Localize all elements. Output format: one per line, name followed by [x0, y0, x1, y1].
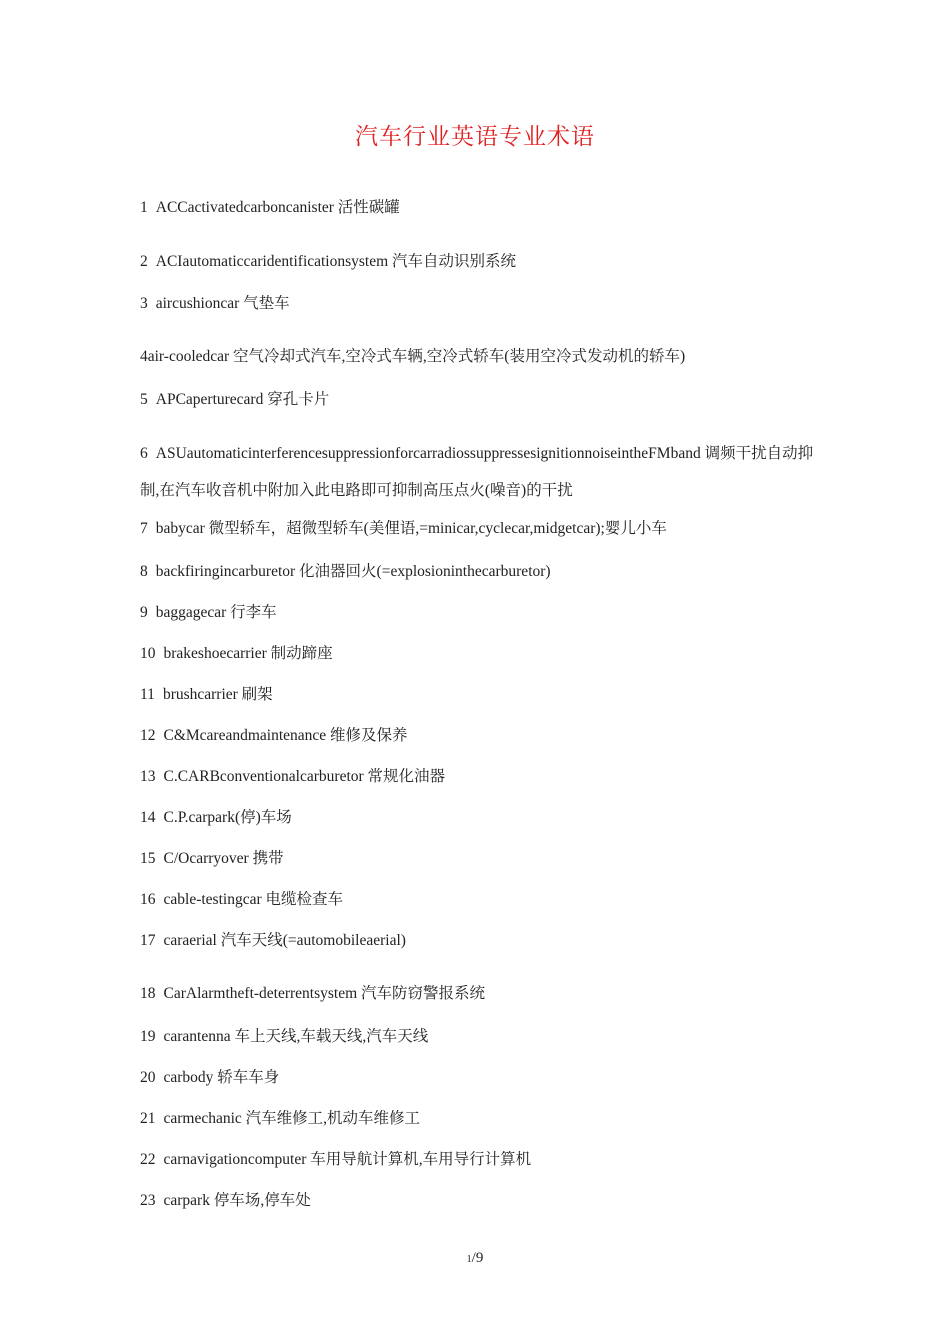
- entry-number: 17: [140, 932, 156, 949]
- entry-text: carpark 停车场,停车处: [163, 1192, 311, 1209]
- entry-number: 16: [140, 891, 156, 908]
- entry-text: ACCactivatedcarboncanister 活性碳罐: [155, 199, 400, 216]
- list-item: [140, 984, 485, 1004]
- page-title: 汽车行业英语专业术语: [355, 124, 595, 149]
- entry-number: 13: [140, 768, 156, 785]
- entry-text: ASUautomaticinterferencesuppressionforcarradiossuppressesignitionnoiseintheFMband 调频干扰自动抑制,在汽车收音机中附加入此电路即可抑制高压点火(噪音)的干扰: [140, 445, 814, 499]
- entry-text: CarAlarmtheft-deterrentsystem 汽车防窃警报系统: [163, 985, 486, 1002]
- entry-text: APCaperturecard 穿孔卡片: [155, 391, 330, 408]
- entry-number: 3: [140, 295, 148, 312]
- entry-text: C.CARBconventionalcarburetor 常规化油器: [163, 768, 446, 785]
- entry-number: 11: [140, 686, 155, 703]
- list-item: [140, 1150, 531, 1170]
- entry-number: 14: [140, 809, 156, 826]
- entry-text: brushcarrier 刷架: [162, 686, 273, 703]
- entry-number: 2: [140, 253, 148, 270]
- list-item: [140, 198, 400, 218]
- entry-text: baggagecar 行李车: [155, 604, 277, 621]
- list-item: [140, 603, 277, 623]
- entry-text: carnavigationcomputer 车用导航计算机,车用导行计算机: [163, 1151, 532, 1168]
- list-item: [140, 726, 408, 746]
- entry-text: C.P.carpark(停)车场: [163, 809, 292, 826]
- entry-number: 15: [140, 850, 156, 867]
- entry-number: 5: [140, 391, 148, 408]
- entry-text: babycar 微型轿车，超微型轿车(美俚语,=minicar,cyclecar,midgetcar);婴儿小车: [155, 520, 667, 537]
- list-item: [140, 767, 445, 787]
- list-item: [140, 890, 343, 910]
- list-item: [140, 1109, 420, 1129]
- entry-text: carmechanic 汽车维修工,机动车维修工: [163, 1110, 421, 1127]
- entry-text: ACIautomaticcaridentificationsystem 汽车自动识别系统: [155, 253, 517, 270]
- entry-text: C/Ocarryover 携带: [163, 850, 284, 867]
- entry-text: carbody 轿车车身: [163, 1069, 280, 1086]
- entry-text: brakeshoecarrier 制动蹄座: [163, 645, 333, 662]
- entry-number: 23: [140, 1192, 156, 1209]
- entry-text: carantenna 车上天线,车载天线,汽车天线: [163, 1028, 429, 1045]
- page-number-total: /9: [471, 1250, 484, 1266]
- entry-number: 4: [140, 348, 148, 365]
- list-item: [140, 808, 292, 828]
- list-item: [140, 347, 685, 367]
- list-item: [140, 1027, 428, 1047]
- entry-text: backfiringincarburetor 化油器回火(=explosioninthecarburetor): [155, 563, 551, 580]
- list-item: [140, 685, 273, 705]
- entry-number: 21: [140, 1110, 156, 1127]
- list-item: [140, 849, 284, 869]
- entry-number: 19: [140, 1028, 156, 1045]
- list-item: [140, 519, 667, 539]
- entry-number: 6: [140, 445, 148, 462]
- entry-number: 9: [140, 604, 148, 621]
- list-item: [140, 294, 290, 314]
- entry-number: 8: [140, 563, 148, 580]
- entry-text: air-cooledcar 空气冷却式汽车,空冷式车辆,空冷式轿车(装用空冷式发动机的轿车): [147, 348, 686, 365]
- list-item: [140, 252, 516, 272]
- list-item: [140, 435, 820, 509]
- entry-text: caraerial 汽车天线(=automobileaerial): [163, 932, 406, 949]
- entry-text: cable-testingcar 电缆检查车: [163, 891, 343, 908]
- entry-text: C&Mcareandmaintenance 维修及保养: [163, 727, 408, 744]
- page-number-current: 1: [466, 1254, 472, 1265]
- list-item: [140, 931, 406, 951]
- entry-number: 20: [140, 1069, 156, 1086]
- list-item: [140, 644, 333, 664]
- entry-text: aircushioncar 气垫车: [155, 295, 290, 312]
- entry-number: 12: [140, 727, 156, 744]
- entry-number: 22: [140, 1151, 156, 1168]
- entry-number: 18: [140, 985, 156, 1002]
- list-item: [140, 1068, 279, 1088]
- list-item: [140, 390, 329, 410]
- list-item: [140, 1191, 311, 1211]
- entry-number: 7: [140, 520, 148, 537]
- entry-number: 1: [140, 199, 148, 216]
- page-number: [0, 1250, 950, 1267]
- entry-number: 10: [140, 645, 156, 662]
- list-item: [140, 562, 551, 582]
